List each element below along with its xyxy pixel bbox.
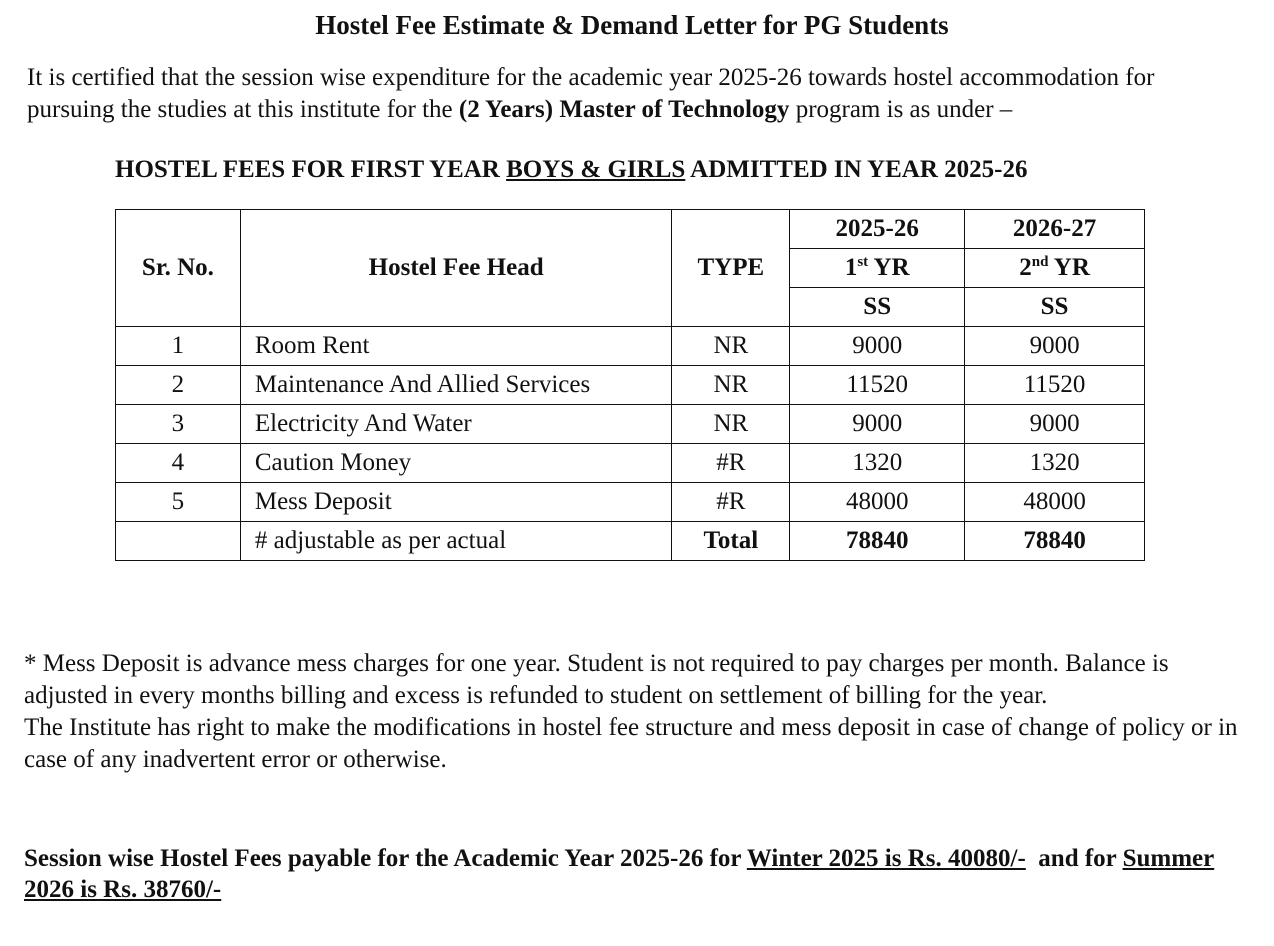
- cell-year2: 11520: [965, 366, 1145, 405]
- header-year2-sub: SS: [965, 288, 1145, 327]
- cell-total-year1: 78840: [790, 522, 965, 561]
- cell-total-label: Total: [672, 522, 790, 561]
- cell-sr: 4: [116, 444, 241, 483]
- cell-year1: 11520: [790, 366, 965, 405]
- cell-total-year2: 78840: [965, 522, 1145, 561]
- session-fees-pre: Session wise Hostel Fees payable for the Academic Year 2025-26 for: [24, 845, 747, 872]
- notes-section: [24, 648, 1238, 776]
- cell-year1: 1320: [790, 444, 965, 483]
- cell-sr: 5: [116, 483, 241, 522]
- table-row: [116, 366, 1145, 405]
- cell-type: NR: [672, 405, 790, 444]
- table-row: [116, 327, 1145, 366]
- cell-year2: 9000: [965, 327, 1145, 366]
- cell-type: NR: [672, 366, 790, 405]
- document-title: Hostel Fee Estimate & Demand Letter for PG Students: [315, 10, 949, 40]
- header-type: TYPE: [672, 210, 790, 327]
- cell-year1: 9000: [790, 327, 965, 366]
- session-fees-mid: and for: [1025, 845, 1123, 872]
- table-heading: [115, 156, 1155, 184]
- cell-sr: 3: [116, 405, 241, 444]
- header-year2-yr: 2nd YR: [965, 249, 1145, 288]
- table-header-row: [116, 210, 1145, 249]
- cell-fee-head: Room Rent: [240, 327, 672, 366]
- header-year2-session: 2026-27: [965, 210, 1145, 249]
- table-total-row: [116, 522, 1145, 561]
- cell-type: #R: [672, 444, 790, 483]
- intro-program: (2 Years) Master of Technology: [458, 96, 790, 123]
- header-year1-yr: 1st YR: [790, 249, 965, 288]
- header-year1-sub: SS: [790, 288, 965, 327]
- intro-text-1: It is certified that the session wise expenditure for the academic year 2025-26 towards hostel accommodation for pursuing the studies at this institute for the: [27, 64, 1155, 123]
- cell-sr: [116, 522, 241, 561]
- hostel-fees-table: [115, 209, 1145, 561]
- header-sr-no: Sr. No.: [116, 210, 241, 327]
- cell-fee-head: Mess Deposit: [240, 483, 672, 522]
- intro-text-2: program is as under –: [789, 96, 1013, 123]
- cell-adjustable-note: # adjustable as per actual: [240, 522, 672, 561]
- table-row: [116, 444, 1145, 483]
- intro-paragraph: [27, 62, 1247, 126]
- cell-sr: 2: [116, 366, 241, 405]
- mess-deposit-note: * Mess Deposit is advance mess charges for one year. Student is not required to pay charges per month. Balance is adjusted in every months billing and excess is refunded to student on settlement of billing for the year.: [24, 650, 1169, 709]
- cell-year2: 48000: [965, 483, 1145, 522]
- modification-note: The Institute has right to make the modifications in hostel fee structure and mess deposit in case of change of policy or in case of any inadvertent error or otherwise.: [24, 714, 1238, 773]
- winter-fee: Winter 2025 is Rs. 40080/-: [746, 845, 1026, 872]
- header-fee-head: Hostel Fee Head: [240, 210, 672, 327]
- cell-sr: 1: [116, 327, 241, 366]
- cell-type: NR: [672, 327, 790, 366]
- cell-year1: 9000: [790, 405, 965, 444]
- table-heading-underlined: BOYS & GIRLS: [506, 156, 686, 183]
- table-row: [116, 483, 1145, 522]
- header-year1-session: 2025-26: [790, 210, 965, 249]
- cell-year2: 9000: [965, 405, 1145, 444]
- cell-fee-head: Maintenance And Allied Services: [240, 366, 672, 405]
- session-fees-statement: [24, 843, 1238, 905]
- cell-fee-head: Electricity And Water: [240, 405, 672, 444]
- table-heading-post: ADMITTED IN YEAR 2025-26: [685, 156, 1028, 183]
- table-row: [116, 405, 1145, 444]
- cell-type: #R: [672, 483, 790, 522]
- cell-year1: 48000: [790, 483, 965, 522]
- cell-fee-head: Caution Money: [240, 444, 672, 483]
- summer-fee: Summer 2026 is Rs. 38760/-: [24, 845, 1215, 903]
- table-heading-pre: HOSTEL FEES FOR FIRST YEAR: [115, 156, 507, 183]
- cell-year2: 1320: [965, 444, 1145, 483]
